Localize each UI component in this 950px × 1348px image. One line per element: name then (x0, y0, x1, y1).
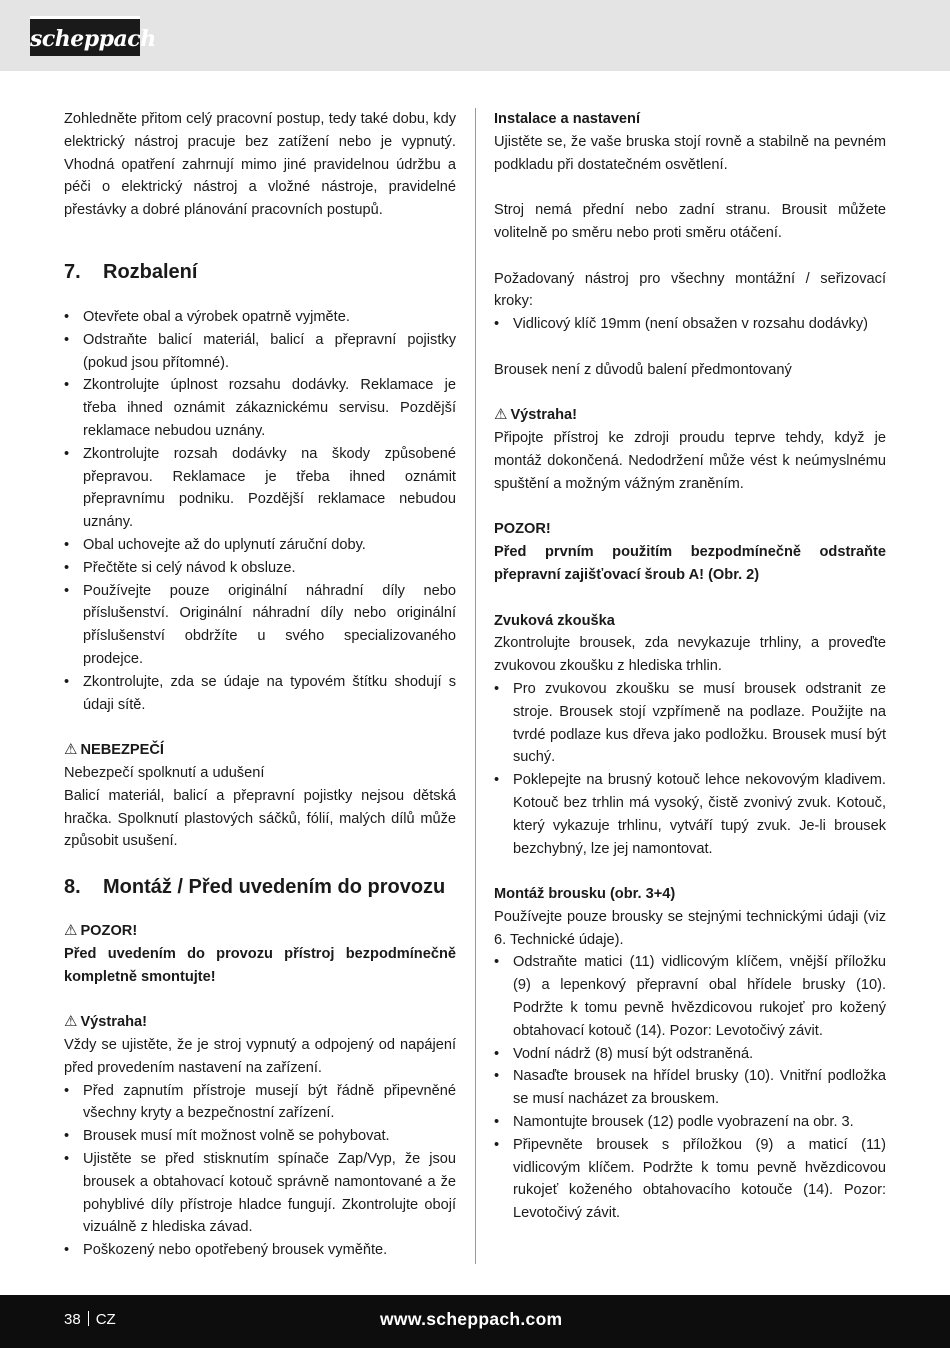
website-url: www.scheppach.com (380, 1309, 563, 1329)
warning-triangle-icon: ⚠ (64, 1013, 78, 1031)
mount-text: Používejte pouze brousky se stejnými technickými údaji (viz 6. Technické údaje). (494, 908, 886, 948)
list-item: • Vidlicový klíč 19mm (není obsažen v rozsahu dodávky) (494, 313, 886, 336)
page-number (64, 1311, 116, 1328)
list-item: • Zkontrolujte úplnost rozsahu dodávky. Reklamace je třeba ihned oznámit zákaznickému servisu. Pozdější reklamace nebudou uznány. (64, 374, 456, 442)
list-item: • Obal uchovejte až do uplynutí záruční doby. (64, 534, 456, 557)
section-7-title: Rozbalení (103, 260, 198, 283)
install-text: Ujistěte se, že vaše bruska stojí rovně a stabilně na pevném podkladu při dostatečném osvětlení. (494, 133, 886, 173)
list-item: • Ujistěte se před stisknutím spínače Zap/Vyp, že jsou brousek a obtahovací kotouč správně namontované a že pohyblivé díly přístroje hladce fungují. Zkontrolujte obojí vizuálně z hlediska závad. (64, 1148, 456, 1239)
danger-text: Balicí materiál, balicí a přepravní pojistky nejsou dětská hračka. Spolknutí plastových sáčků, fólií, malých dílů může způsobit usušení. (64, 787, 456, 850)
scheppach-logo: scheppach (30, 16, 140, 56)
column-divider (475, 108, 476, 1264)
intro-paragraph: Zohledněte přitom celý pracovní postup, tedy také dobu, kdy elektrický nástroj pracuje bez zatížení nebo je vypnutý. Vhodná opatření zahrnují mimo jiné pravidelnou údržbu a péči o elektrický nástroj a vložné nástroje, pravidelné přestávky a dobré plánování pracovních postupů. (64, 111, 456, 219)
tools-text: Požadovaný nástroj pro všechny montážní / seřizovací kroky: (494, 270, 886, 310)
mount-title: Montáž brousku (obr. 3+4) (494, 886, 676, 903)
pozor-title: POZOR! (80, 923, 138, 940)
page-footer (0, 1295, 950, 1348)
list-item: • Otevřete obal a výrobek opatrně vyjměte. (64, 306, 456, 329)
list-item: • Brousek musí mít možnost volně se pohybovat. (64, 1125, 456, 1148)
warning-triangle-icon: ⚠ (64, 922, 78, 940)
list-item: • Odstraňte matici (11) vidlicovým klíčem, vnější příložku (9) a lepenkový přepravní obal hřídele brusky (10). Podržte k tomu pevně hvězdicovou rukojeť pro kožený obtahovací kotouč (14). Pozor: Levotočivý závit. (494, 951, 886, 1042)
unpacking-list (64, 306, 456, 716)
pozor-title: POZOR! (494, 521, 551, 538)
list-item: • Odstraňte balicí materiál, balicí a přepravní pojistky (pokud jsou přítomné). (64, 329, 456, 375)
section-7-heading (64, 259, 456, 285)
right-column (494, 108, 886, 1225)
tools-list (494, 313, 886, 336)
danger-subtitle: Nebezpečí spolknutí a udušení (64, 764, 265, 781)
section-8-number: 8. (64, 876, 81, 899)
warning-triangle-icon: ⚠ (494, 406, 508, 424)
mounting-safety-list (64, 1080, 456, 1262)
page-number-value: 38 (64, 1311, 81, 1328)
vystraha-heading (64, 1011, 456, 1034)
sound-test-title: Zvuková zkouška (494, 612, 615, 629)
footer-separator (88, 1311, 89, 1326)
sound-test-list (494, 678, 886, 860)
list-item: • Zkontrolujte, zda se údaje na typovém štítku shodují s údaji sítě. (64, 671, 456, 717)
list-item: • Poklepejte na brusný kotouč lehce nekovovým kladivem. Kotouč bez trhlin má vysoký, čistě zvonivý zvuk. Kotouč, který vykazuje trhlinu, vytváří tupý zvuk. Je-li brousek bezchybný, lze jej namontovat. (494, 769, 886, 860)
list-item: • Připevněte brousek s příložkou (9) a maticí (11) vidlicovým klíčem. Podržte k tomu pevně hvězdicovou rukojeť koženého obtahovacího kotouče (14). Pozor: Levotočivý závit. (494, 1134, 886, 1225)
warning-heading (494, 404, 886, 427)
section-8-title: Montáž / Před uvedením do provozu (103, 876, 446, 899)
danger-title: NEBEZPEČÍ (80, 742, 164, 759)
list-item: • Nasaďte brousek na hřídel brusky (10). Vnitřní podložka se musí nacházet za brouskem. (494, 1065, 886, 1111)
premount-text: Brousek není z důvodů balení předmontovaný (494, 361, 792, 378)
vystraha-text: Vždy se ujistěte, že je stroj vypnutý a odpojený od napájení před provedením nastavení na zařízení. (64, 1037, 456, 1076)
list-item: • Používejte pouze originální náhradní díly nebo příslušenství. Originální náhradní díly nebo originální příslušenství obdržíte u svého specializovaného prodejce. (64, 580, 456, 671)
section-8-heading (64, 874, 456, 900)
pozor-heading (64, 920, 456, 943)
language-code: CZ (95, 1311, 116, 1328)
list-item: • Zkontrolujte rozsah dodávky na škody způsobené přepravou. Reklamace je třeba ihned oznámit přepravnímu podniku. Pozdější reklamace nebudou uznány. (64, 443, 456, 534)
install-title: Instalace a nastavení (494, 111, 641, 127)
left-column (64, 108, 456, 1262)
mount-list (494, 951, 886, 1225)
warning-triangle-icon: ⚠ (64, 741, 78, 759)
vystraha-title: Výstraha! (80, 1014, 147, 1031)
direction-text: Stroj nemá přední nebo zadní stranu. Brousit můžete volitelně po směru nebo proti směru otáčení. (494, 202, 886, 241)
list-item: • Pro zvukovou zkoušku se musí brousek odstranit ze stroje. Brousek stojí vzpřímeně na podlaze. Použijte na tvrdé podlaze kus dřeva jako podložku. Brousek musí být suchý. (494, 678, 886, 769)
page-header (0, 0, 950, 71)
pozor-text: Před prvním použitím bezpodmínečně odstraňte přepravní zajišťovací šroub A! (Obr. 2) (494, 544, 886, 583)
warning-text: Připojte přístroj ke zdroji proudu teprve tehdy, když je montáž dokončená. Nedodržení může vést k neúmyslnému spuštění a možným vážným zraněním. (494, 430, 886, 492)
warning-title: Výstraha! (510, 407, 577, 424)
list-item: • Před zapnutím přístroje musejí být řádně připevněné všechny kryty a bezpečnostní zařízení. (64, 1080, 456, 1126)
danger-heading (64, 739, 456, 762)
list-item: • Přečtěte si celý návod k obsluze. (64, 557, 456, 580)
list-item: • Vodní nádrž (8) musí být odstraněná. (494, 1043, 886, 1066)
pozor-text: Před uvedením do provozu přístroj bezpodmínečně kompletně smontujte! (64, 945, 456, 985)
section-7-number: 7. (64, 260, 81, 283)
sound-test-text: Zkontrolujte brousek, zda nevykazuje trhliny, a proveďte zvukovou zkoušku z hlediska trhlin. (494, 635, 886, 675)
list-item: • Namontujte brousek (12) podle vyobrazení na obr. 3. (494, 1111, 886, 1134)
list-item: • Poškozený nebo opotřebený brousek vyměňte. (64, 1239, 456, 1262)
